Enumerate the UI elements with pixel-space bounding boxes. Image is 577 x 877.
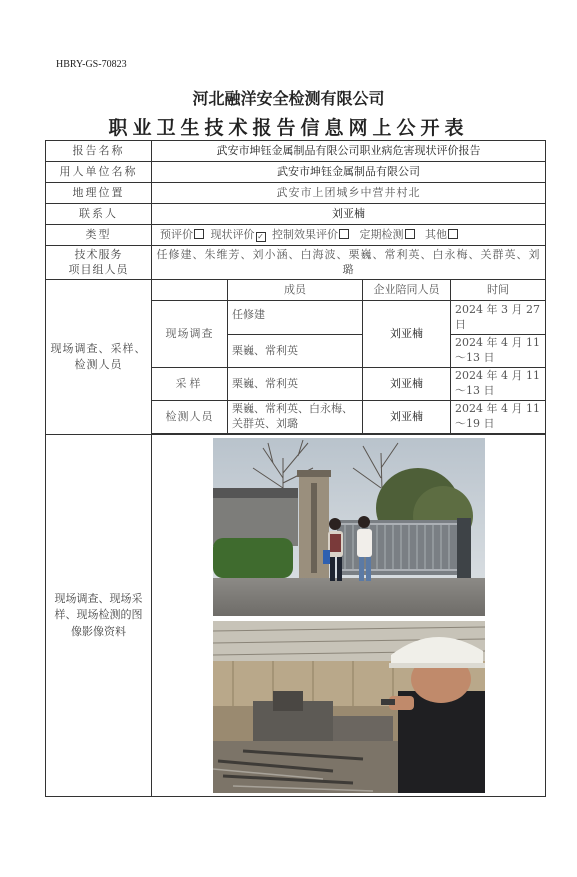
testing-escort: 刘亚楠 [363,401,451,434]
report-name-label: 报告名称 [46,141,152,162]
factory-gate-photo [213,438,485,616]
site-survey-time-2: 2024 年 4 月 11～13 日 [451,335,546,368]
team-value: 任修建、朱维芳、刘小涵、白海波、栗巍、常利英、白永梅、关群英、刘璐 [152,246,546,280]
row-team [46,246,546,280]
escort-header: 企业陪同人员 [363,280,451,301]
row-contact [46,204,546,225]
document-number: HBRY-GS-70823 [56,59,127,70]
type-option-periodic: 定期检测 [360,228,418,241]
employer-value: 武安市坤钰金属制品有限公司 [152,162,546,183]
row-type [46,225,546,246]
members-header: 成员 [228,280,363,301]
page-title: 职业卫生技术报告信息网上公开表 [108,117,469,139]
survey-group-label: 现场调查、采样、检测人员 [46,280,152,435]
checkbox-control [339,229,349,239]
type-option-pre: 预评价 [160,228,207,241]
employer-label: 用人单位名称 [46,162,152,183]
images-label: 现场调查、现场采样、现场检测的图像影像资料 [46,435,152,797]
location-label: 地理位置 [46,183,152,204]
type-option-control: 控制效果评价 [272,228,352,241]
contact-value: 刘亚楠 [152,204,546,225]
testing-label: 检测人员 [152,401,228,434]
company-name: 河北融洋安全检测有限公司 [192,89,385,108]
checkbox-current-checked: ✓ [257,232,264,242]
sampling-time: 2024 年 4 月 11～13 日 [451,368,546,401]
contact-label: 联系人 [46,204,152,225]
type-option-current: 现状评价 ✓ [210,228,264,242]
team-label: 技术服务 项目组人员 [46,246,152,280]
images-cell [152,435,546,797]
testing-members: 栗巍、常利英、白永梅、关群英、刘璐 [228,401,363,434]
sampling-label: 采样 [152,368,228,401]
site-survey-escort: 刘亚楠 [363,301,451,368]
site-survey-members-2: 栗巍、常利英 [228,335,363,368]
row-location [46,183,546,204]
row-employer [46,162,546,183]
survey-header-row [46,280,546,301]
location-value: 武安市上团城乡中营井村北 [152,183,546,204]
checkbox-other [448,229,458,239]
workshop-inspection-photo [213,621,485,793]
checkbox-pre [194,229,204,239]
row-report-name [46,141,546,162]
site-survey-time-1: 2024 年 3 月 27 日 [451,301,546,335]
testing-time: 2024 年 4 月 11～19 日 [451,401,546,434]
report-name-value: 武安市坤钰金属制品有限公司职业病危害现状评价报告 [152,141,546,162]
images-row [46,435,546,797]
sampling-escort: 刘亚楠 [363,368,451,401]
site-survey-label: 现场调查 [152,301,228,368]
type-option-other: 其他 [425,228,461,241]
type-label: 类型 [46,225,152,246]
checkbox-periodic [405,229,415,239]
info-table [45,140,546,797]
site-survey-members-1: 任修建 [228,301,363,335]
time-header: 时间 [451,280,546,301]
sampling-members: 栗巍、常利英 [228,368,363,401]
type-options [152,225,546,246]
